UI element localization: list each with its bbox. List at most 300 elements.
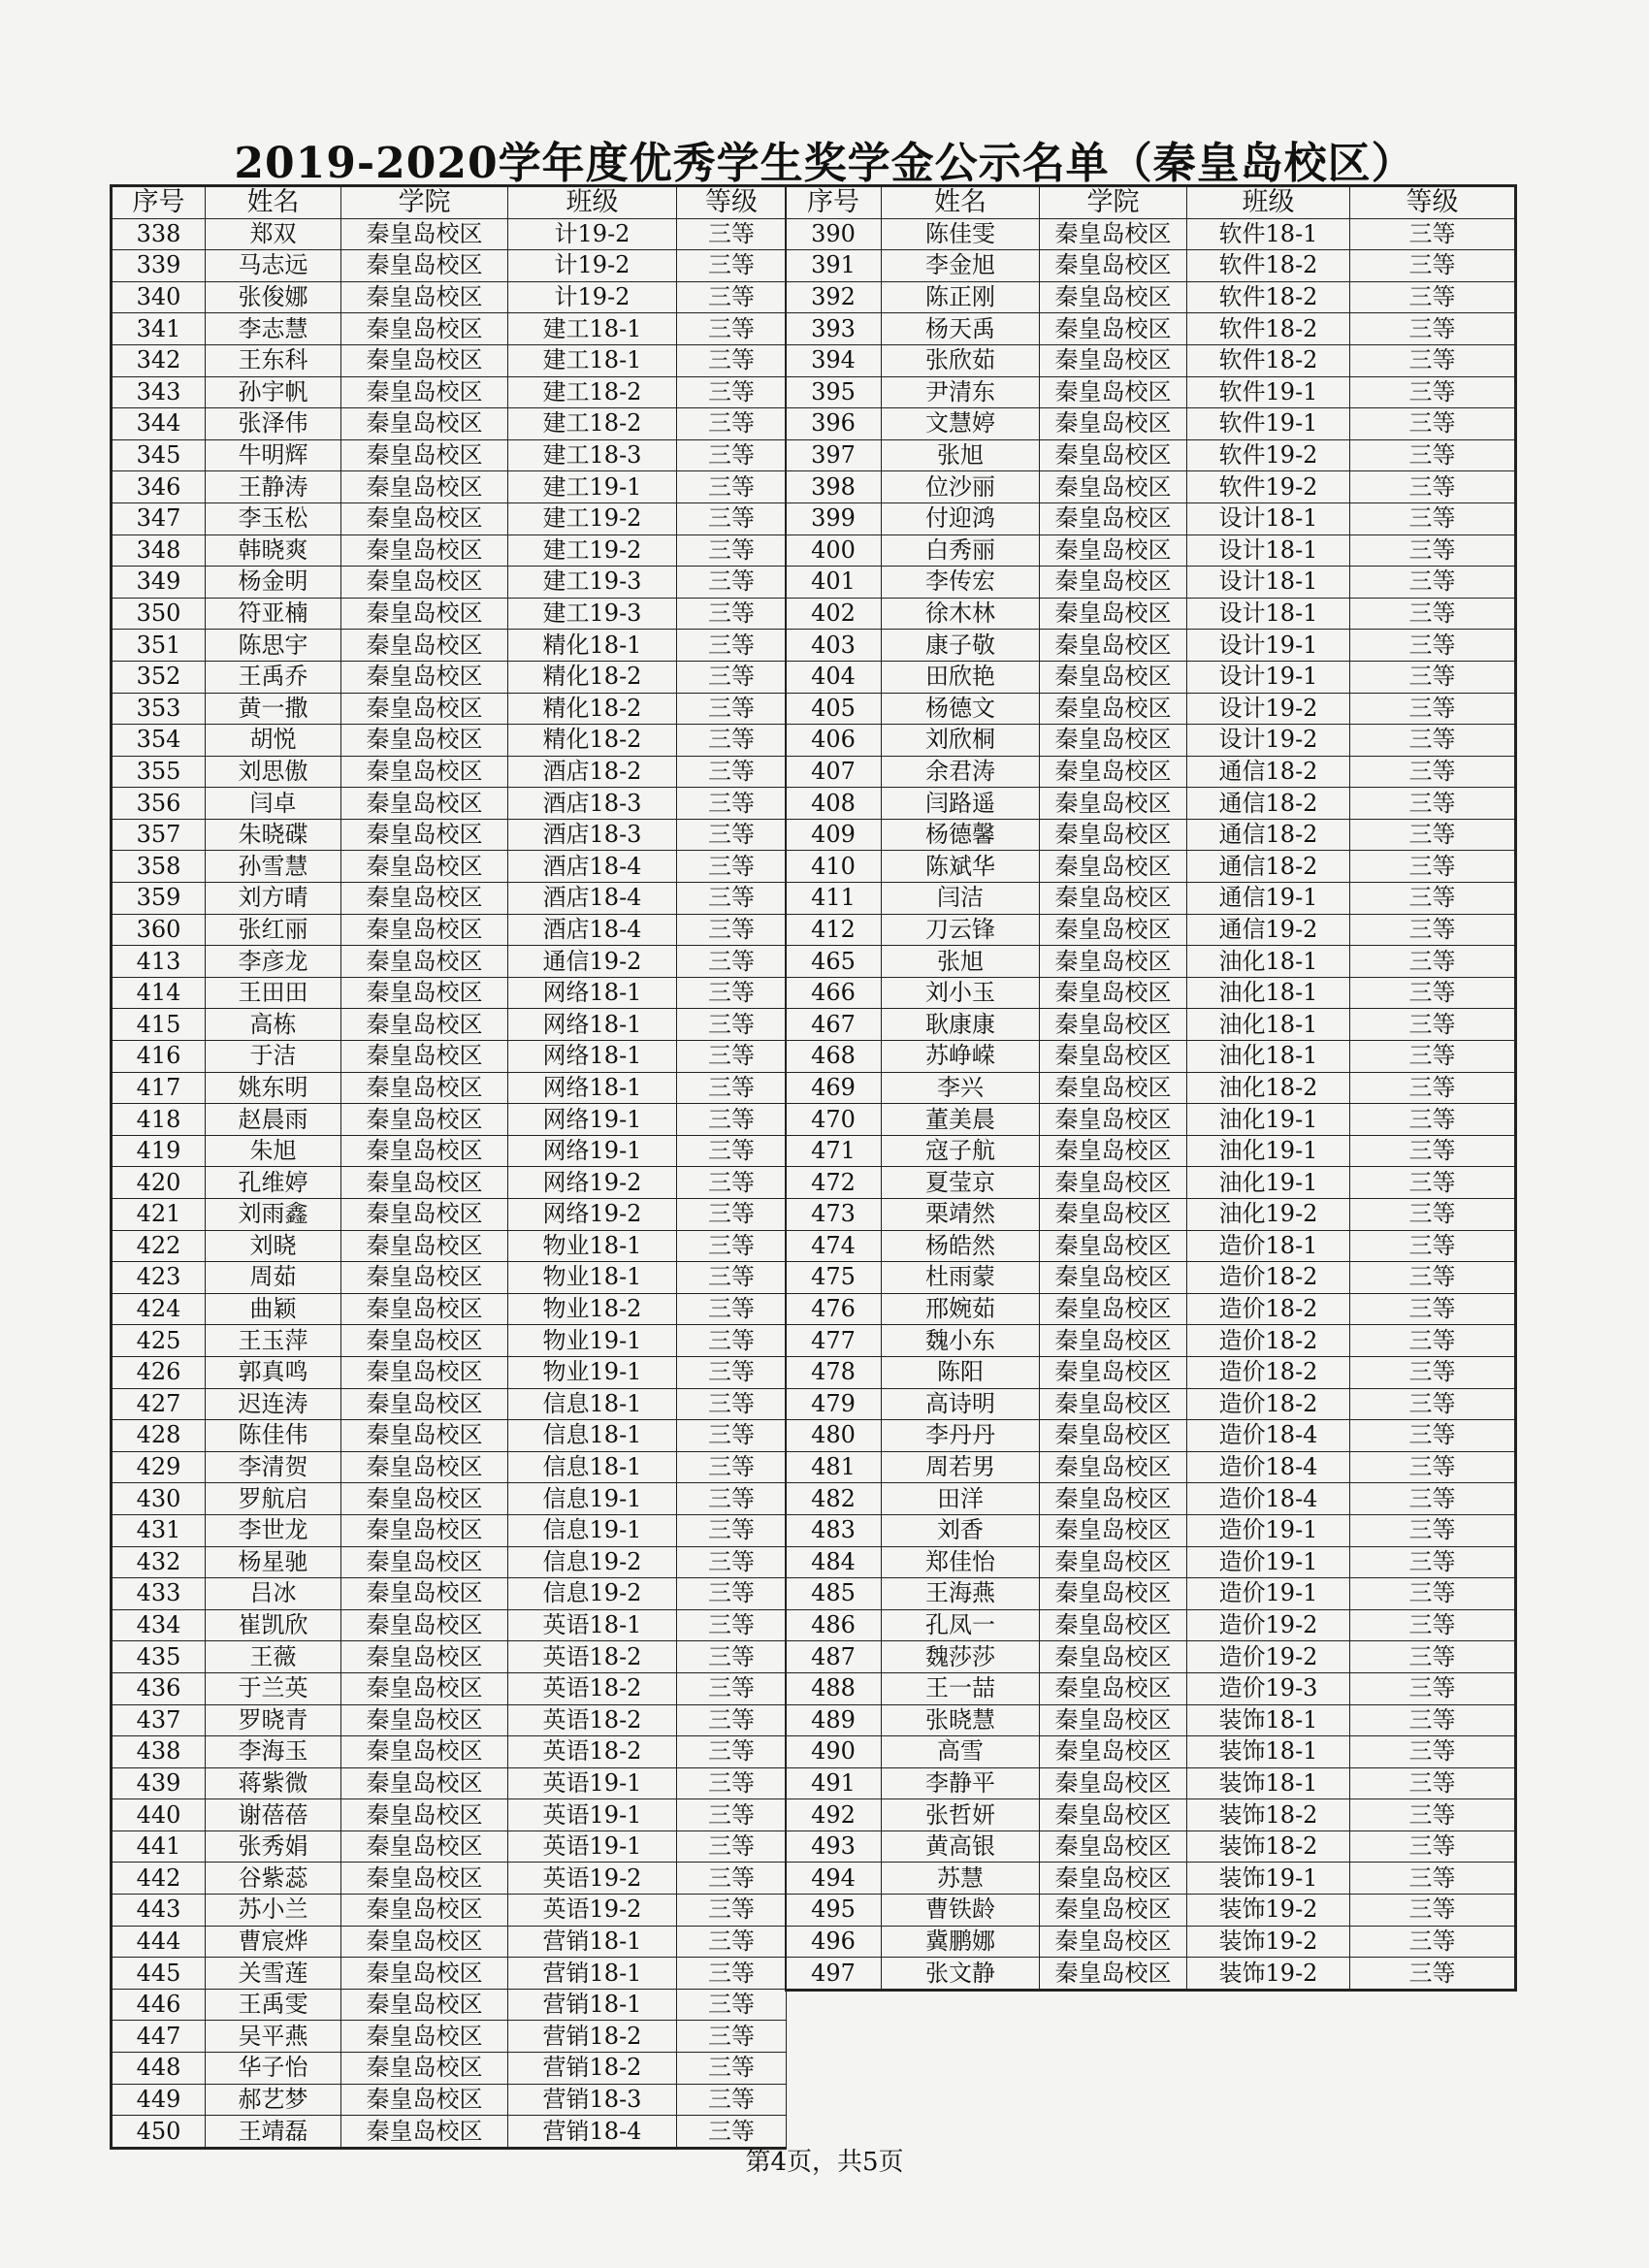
- cell-name: 张欣茹: [882, 344, 1040, 376]
- cell-name: 孙雪慧: [206, 851, 341, 883]
- cell-class: 油化18-1: [1187, 1009, 1350, 1041]
- cell-college: 秦皇岛校区: [341, 1989, 508, 2021]
- cell-index: 432: [112, 1546, 206, 1578]
- cell-grade: 三等: [677, 977, 787, 1009]
- cell-class: 油化18-2: [1187, 1072, 1350, 1104]
- table-row: [786, 1926, 1516, 1958]
- cell-name: 李静平: [882, 1767, 1040, 1799]
- cell-index: 394: [786, 344, 882, 376]
- cell-college: 秦皇岛校区: [1040, 788, 1187, 820]
- cell-college: 秦皇岛校区: [341, 567, 508, 599]
- cell-name: 董美晨: [882, 1104, 1040, 1136]
- cell-index: 478: [786, 1356, 882, 1388]
- cell-name: 寇子航: [882, 1135, 1040, 1167]
- cell-name: 杜雨蒙: [882, 1262, 1040, 1294]
- cell-class: 造价19-1: [1187, 1514, 1350, 1546]
- cell-class: 建工19-3: [508, 567, 677, 599]
- cell-class: 酒店18-4: [508, 851, 677, 883]
- cell-index: 437: [112, 1704, 206, 1736]
- cell-grade: 三等: [677, 1863, 787, 1895]
- page-title: 2019-2020学年度优秀学生奖学金公示名单（秦皇岛校区）: [234, 139, 1415, 188]
- cell-class: 软件18-2: [1187, 281, 1350, 313]
- cell-grade: 三等: [677, 819, 787, 851]
- cell-class: 营销18-2: [508, 2053, 677, 2085]
- cell-grade: 三等: [1350, 439, 1516, 471]
- cell-index: 426: [112, 1356, 206, 1388]
- cell-grade: 三等: [677, 1799, 787, 1831]
- cell-grade: 三等: [677, 1293, 787, 1325]
- cell-class: 建工18-2: [508, 376, 677, 408]
- cell-college: 秦皇岛校区: [1040, 313, 1187, 345]
- table-row: [786, 1167, 1516, 1199]
- cell-index: 425: [112, 1325, 206, 1357]
- table-row: [112, 1041, 787, 1073]
- table-row: [112, 1009, 787, 1041]
- table-row: [112, 661, 787, 693]
- cell-name: 李兴: [882, 1072, 1040, 1104]
- cell-index: 482: [786, 1483, 882, 1515]
- cell-grade: 三等: [1350, 1736, 1516, 1768]
- cell-college: 秦皇岛校区: [341, 1958, 508, 1990]
- cell-name: 迟连涛: [206, 1388, 341, 1420]
- table-row: [112, 914, 787, 946]
- cell-grade: 三等: [677, 756, 787, 788]
- cell-class: 营销18-4: [508, 2116, 677, 2149]
- cell-grade: 三等: [677, 1926, 787, 1958]
- table-row: [112, 630, 787, 662]
- cell-name: 于洁: [206, 1041, 341, 1073]
- table-row: [112, 1325, 787, 1357]
- cell-class: 酒店18-2: [508, 756, 677, 788]
- cell-name: 李清贺: [206, 1451, 341, 1483]
- cell-index: 422: [112, 1230, 206, 1262]
- cell-college: 秦皇岛校区: [341, 1072, 508, 1104]
- cell-index: 405: [786, 693, 882, 725]
- cell-college: 秦皇岛校区: [1040, 1704, 1187, 1736]
- cell-index: 343: [112, 376, 206, 408]
- cell-college: 秦皇岛校区: [1040, 914, 1187, 946]
- header-college: 学院: [341, 186, 508, 219]
- cell-grade: 三等: [1350, 1546, 1516, 1578]
- cell-name: 蒋紫微: [206, 1767, 341, 1799]
- cell-name: 张泽伟: [206, 408, 341, 440]
- cell-college: 秦皇岛校区: [341, 1388, 508, 1420]
- table-row: [112, 344, 787, 376]
- cell-class: 网络19-1: [508, 1104, 677, 1136]
- cell-index: 350: [112, 598, 206, 630]
- cell-index: 441: [112, 1831, 206, 1863]
- table-row: [112, 1672, 787, 1704]
- cell-index: 403: [786, 630, 882, 662]
- cell-name: 陈思宇: [206, 630, 341, 662]
- cell-class: 装饰18-1: [1187, 1767, 1350, 1799]
- cell-index: 348: [112, 535, 206, 567]
- cell-class: 精化18-2: [508, 725, 677, 757]
- cell-name: 黄一撒: [206, 693, 341, 725]
- table-row: [112, 250, 787, 282]
- cell-class: 油化19-1: [1187, 1167, 1350, 1199]
- table-row: [786, 661, 1516, 693]
- cell-grade: 三等: [677, 313, 787, 345]
- table-row: [112, 1831, 787, 1863]
- cell-name: 周若男: [882, 1451, 1040, 1483]
- table-row: [112, 1420, 787, 1452]
- cell-name: 王海燕: [882, 1578, 1040, 1610]
- cell-class: 设计19-1: [1187, 630, 1350, 662]
- cell-index: 344: [112, 408, 206, 440]
- cell-grade: 三等: [677, 725, 787, 757]
- table-row: [112, 218, 787, 250]
- cell-name: 文慧婷: [882, 408, 1040, 440]
- cell-grade: 三等: [1350, 471, 1516, 503]
- cell-college: 秦皇岛校区: [341, 218, 508, 250]
- table-row: [112, 1767, 787, 1799]
- cell-class: 造价19-3: [1187, 1672, 1350, 1704]
- cell-college: 秦皇岛校区: [341, 2053, 508, 2085]
- cell-name: 夏莹京: [882, 1167, 1040, 1199]
- cell-class: 装饰19-2: [1187, 1926, 1350, 1958]
- table-row: [786, 1104, 1516, 1136]
- cell-name: 曹铁龄: [882, 1895, 1040, 1927]
- cell-college: 秦皇岛校区: [341, 1230, 508, 1262]
- table-row: [786, 1483, 1516, 1515]
- cell-college: 秦皇岛校区: [341, 1325, 508, 1357]
- cell-college: 秦皇岛校区: [341, 1672, 508, 1704]
- cell-class: 造价18-1: [1187, 1230, 1350, 1262]
- cell-name: 冀鹏娜: [882, 1926, 1040, 1958]
- cell-name: 牛明辉: [206, 439, 341, 471]
- cell-grade: 三等: [1350, 946, 1516, 978]
- cell-grade: 三等: [1350, 1609, 1516, 1641]
- table-row: [112, 502, 787, 535]
- cell-index: 390: [786, 218, 882, 250]
- cell-grade: 三等: [1350, 788, 1516, 820]
- cell-class: 造价18-2: [1187, 1325, 1350, 1357]
- cell-index: 450: [112, 2116, 206, 2149]
- cell-class: 造价19-2: [1187, 1609, 1350, 1641]
- cell-college: 秦皇岛校区: [341, 756, 508, 788]
- cell-class: 建工19-2: [508, 502, 677, 535]
- cell-grade: 三等: [1350, 883, 1516, 915]
- cell-index: 396: [786, 408, 882, 440]
- cell-grade: 三等: [677, 1672, 787, 1704]
- cell-college: 秦皇岛校区: [341, 1863, 508, 1895]
- cell-index: 424: [112, 1293, 206, 1325]
- cell-class: 通信18-2: [1187, 788, 1350, 820]
- cell-class: 造价18-2: [1187, 1293, 1350, 1325]
- header-college: 学院: [1040, 186, 1187, 219]
- table-row: [112, 1641, 787, 1673]
- cell-class: 造价18-4: [1187, 1451, 1350, 1483]
- cell-name: 曲颖: [206, 1293, 341, 1325]
- cell-name: 余君涛: [882, 756, 1040, 788]
- cell-name: 康子敬: [882, 630, 1040, 662]
- cell-college: 秦皇岛校区: [1040, 376, 1187, 408]
- table-row: [786, 630, 1516, 662]
- cell-college: 秦皇岛校区: [341, 2084, 508, 2116]
- cell-college: 秦皇岛校区: [341, 471, 508, 503]
- cell-name: 王禹乔: [206, 661, 341, 693]
- cell-college: 秦皇岛校区: [341, 946, 508, 978]
- scholarship-table-left: [110, 184, 787, 2150]
- cell-grade: 三等: [1350, 1451, 1516, 1483]
- cell-name: 张文静: [882, 1958, 1040, 1991]
- cell-name: 郭真鸣: [206, 1356, 341, 1388]
- cell-index: 418: [112, 1104, 206, 1136]
- cell-college: 秦皇岛校区: [341, 1041, 508, 1073]
- cell-class: 装饰18-1: [1187, 1704, 1350, 1736]
- cell-index: 409: [786, 819, 882, 851]
- cell-name: 徐木林: [882, 598, 1040, 630]
- cell-grade: 三等: [677, 1704, 787, 1736]
- cell-class: 营销18-2: [508, 2021, 677, 2053]
- cell-class: 装饰18-2: [1187, 1799, 1350, 1831]
- cell-index: 495: [786, 1895, 882, 1927]
- table-row: [112, 567, 787, 599]
- cell-grade: 三等: [1350, 1325, 1516, 1357]
- cell-name: 王一喆: [882, 1672, 1040, 1704]
- cell-grade: 三等: [677, 281, 787, 313]
- cell-class: 信息19-2: [508, 1578, 677, 1610]
- cell-class: 通信19-2: [1187, 914, 1350, 946]
- cell-grade: 三等: [677, 693, 787, 725]
- cell-name: 孙宇帆: [206, 376, 341, 408]
- cell-college: 秦皇岛校区: [341, 1167, 508, 1199]
- cell-college: 秦皇岛校区: [341, 535, 508, 567]
- cell-index: 431: [112, 1514, 206, 1546]
- cell-grade: 三等: [1350, 725, 1516, 757]
- cell-index: 419: [112, 1135, 206, 1167]
- cell-college: 秦皇岛校区: [1040, 1230, 1187, 1262]
- cell-class: 设计19-1: [1187, 661, 1350, 693]
- cell-class: 建工19-3: [508, 598, 677, 630]
- cell-index: 439: [112, 1767, 206, 1799]
- cell-index: 358: [112, 851, 206, 883]
- cell-class: 英语19-2: [508, 1895, 677, 1927]
- cell-grade: 三等: [677, 914, 787, 946]
- cell-college: 秦皇岛校区: [1040, 1514, 1187, 1546]
- cell-grade: 三等: [1350, 1926, 1516, 1958]
- cell-college: 秦皇岛校区: [341, 439, 508, 471]
- cell-index: 402: [786, 598, 882, 630]
- cell-grade: 三等: [677, 218, 787, 250]
- cell-class: 装饰19-1: [1187, 1863, 1350, 1895]
- cell-index: 434: [112, 1609, 206, 1641]
- cell-index: 476: [786, 1293, 882, 1325]
- cell-class: 设计19-2: [1187, 693, 1350, 725]
- cell-name: 孔维婷: [206, 1167, 341, 1199]
- cell-grade: 三等: [1350, 1009, 1516, 1041]
- cell-class: 信息18-1: [508, 1420, 677, 1452]
- header-class: 班级: [1187, 186, 1350, 219]
- cell-college: 秦皇岛校区: [341, 883, 508, 915]
- cell-grade: 三等: [677, 1989, 787, 2021]
- cell-index: 493: [786, 1831, 882, 1863]
- cell-name: 杨星驰: [206, 1546, 341, 1578]
- cell-name: 陈佳雯: [882, 218, 1040, 250]
- cell-grade: 三等: [1350, 218, 1516, 250]
- cell-grade: 三等: [1350, 661, 1516, 693]
- cell-grade: 三等: [677, 1641, 787, 1673]
- cell-name: 陈正刚: [882, 281, 1040, 313]
- cell-college: 秦皇岛校区: [1040, 1641, 1187, 1673]
- cell-name: 高栋: [206, 1009, 341, 1041]
- cell-index: 339: [112, 250, 206, 282]
- header-name: 姓名: [206, 186, 341, 219]
- cell-index: 340: [112, 281, 206, 313]
- cell-college: 秦皇岛校区: [1040, 1958, 1187, 1991]
- table-row: [112, 1199, 787, 1231]
- cell-class: 网络19-2: [508, 1199, 677, 1231]
- cell-name: 栗靖然: [882, 1199, 1040, 1231]
- cell-college: 秦皇岛校区: [1040, 1388, 1187, 1420]
- table-row: [786, 218, 1516, 250]
- cell-name: 王薇: [206, 1641, 341, 1673]
- table-row: [112, 471, 787, 503]
- cell-class: 英语18-2: [508, 1641, 677, 1673]
- cell-index: 486: [786, 1609, 882, 1641]
- cell-grade: 三等: [677, 1135, 787, 1167]
- cell-name: 张晓慧: [882, 1704, 1040, 1736]
- cell-grade: 三等: [1350, 313, 1516, 345]
- cell-class: 英语18-1: [508, 1609, 677, 1641]
- table-row: [112, 1989, 787, 2021]
- cell-college: 秦皇岛校区: [1040, 883, 1187, 915]
- cell-college: 秦皇岛校区: [1040, 1420, 1187, 1452]
- table-row: [786, 693, 1516, 725]
- cell-college: 秦皇岛校区: [341, 1420, 508, 1452]
- cell-index: 436: [112, 1672, 206, 1704]
- cell-grade: 三等: [1350, 376, 1516, 408]
- table-row: [786, 977, 1516, 1009]
- cell-class: 酒店18-4: [508, 914, 677, 946]
- table-row: [112, 281, 787, 313]
- cell-class: 油化18-1: [1187, 946, 1350, 978]
- cell-class: 计19-2: [508, 250, 677, 282]
- cell-class: 酒店18-3: [508, 819, 677, 851]
- cell-grade: 三等: [1350, 250, 1516, 282]
- cell-college: 秦皇岛校区: [1040, 1262, 1187, 1294]
- cell-name: 谷紫蕊: [206, 1863, 341, 1895]
- cell-class: 计19-2: [508, 218, 677, 250]
- cell-college: 秦皇岛校区: [1040, 756, 1187, 788]
- header-index: 序号: [786, 186, 882, 219]
- cell-college: 秦皇岛校区: [1040, 1325, 1187, 1357]
- table-row: [786, 1767, 1516, 1799]
- table-row: [112, 2084, 787, 2116]
- cell-name: 刘小玉: [882, 977, 1040, 1009]
- cell-name: 王禹雯: [206, 1989, 341, 2021]
- cell-grade: 三等: [1350, 1514, 1516, 1546]
- cell-grade: 三等: [677, 2084, 787, 2116]
- cell-index: 395: [786, 376, 882, 408]
- table-row: [786, 1609, 1516, 1641]
- cell-name: 罗晓青: [206, 1704, 341, 1736]
- table-row: [786, 344, 1516, 376]
- table-row: [112, 851, 787, 883]
- cell-grade: 三等: [677, 1767, 787, 1799]
- cell-index: 488: [786, 1672, 882, 1704]
- table-row: [786, 1262, 1516, 1294]
- cell-class: 物业18-1: [508, 1230, 677, 1262]
- cell-index: 417: [112, 1072, 206, 1104]
- cell-name: 苏峥嵘: [882, 1041, 1040, 1073]
- cell-class: 软件18-1: [1187, 218, 1350, 250]
- cell-name: 张旭: [882, 439, 1040, 471]
- cell-index: 404: [786, 661, 882, 693]
- cell-college: 秦皇岛校区: [341, 914, 508, 946]
- cell-index: 359: [112, 883, 206, 915]
- table-row: [786, 1451, 1516, 1483]
- cell-college: 秦皇岛校区: [1040, 1041, 1187, 1073]
- cell-college: 秦皇岛校区: [1040, 250, 1187, 282]
- cell-grade: 三等: [677, 439, 787, 471]
- cell-class: 信息19-2: [508, 1546, 677, 1578]
- cell-index: 435: [112, 1641, 206, 1673]
- cell-name: 杨金明: [206, 567, 341, 599]
- cell-class: 设计19-2: [1187, 725, 1350, 757]
- cell-name: 朱旭: [206, 1135, 341, 1167]
- table-row: [786, 1799, 1516, 1831]
- scholarship-table-right: [785, 184, 1517, 1992]
- cell-name: 吴平燕: [206, 2021, 341, 2053]
- cell-class: 设计18-1: [1187, 598, 1350, 630]
- table-row: [112, 1483, 787, 1515]
- cell-college: 秦皇岛校区: [1040, 1546, 1187, 1578]
- cell-name: 白秀丽: [882, 535, 1040, 567]
- cell-class: 网络18-1: [508, 1072, 677, 1104]
- cell-college: 秦皇岛校区: [341, 1767, 508, 1799]
- table-row: [786, 883, 1516, 915]
- table-row: [112, 439, 787, 471]
- cell-class: 网络18-1: [508, 1041, 677, 1073]
- table-row: [786, 1325, 1516, 1357]
- cell-class: 精化18-2: [508, 693, 677, 725]
- cell-class: 装饰18-2: [1187, 1831, 1350, 1863]
- cell-grade: 三等: [677, 946, 787, 978]
- cell-name: 罗航启: [206, 1483, 341, 1515]
- cell-class: 造价19-1: [1187, 1546, 1350, 1578]
- cell-index: 480: [786, 1420, 882, 1452]
- cell-grade: 三等: [1350, 977, 1516, 1009]
- cell-index: 479: [786, 1388, 882, 1420]
- cell-class: 营销18-1: [508, 1989, 677, 2021]
- cell-index: 473: [786, 1199, 882, 1231]
- table-row: [786, 1041, 1516, 1073]
- cell-grade: 三等: [1350, 693, 1516, 725]
- table-row: [112, 1958, 787, 1990]
- table-row: [112, 883, 787, 915]
- header-grade: 等级: [1350, 186, 1516, 219]
- cell-class: 英语18-2: [508, 1704, 677, 1736]
- cell-index: 494: [786, 1863, 882, 1895]
- cell-class: 造价19-1: [1187, 1578, 1350, 1610]
- cell-class: 造价18-2: [1187, 1262, 1350, 1294]
- cell-grade: 三等: [1350, 851, 1516, 883]
- cell-grade: 三等: [677, 1831, 787, 1863]
- cell-college: 秦皇岛校区: [1040, 1799, 1187, 1831]
- cell-college: 秦皇岛校区: [341, 725, 508, 757]
- cell-class: 英语18-2: [508, 1736, 677, 1768]
- cell-name: 张哲妍: [882, 1799, 1040, 1831]
- header-index: 序号: [112, 186, 206, 219]
- cell-college: 秦皇岛校区: [1040, 630, 1187, 662]
- table-row: [786, 1293, 1516, 1325]
- cell-index: 491: [786, 1767, 882, 1799]
- cell-college: 秦皇岛校区: [1040, 1104, 1187, 1136]
- cell-class: 精化18-1: [508, 630, 677, 662]
- cell-index: 427: [112, 1388, 206, 1420]
